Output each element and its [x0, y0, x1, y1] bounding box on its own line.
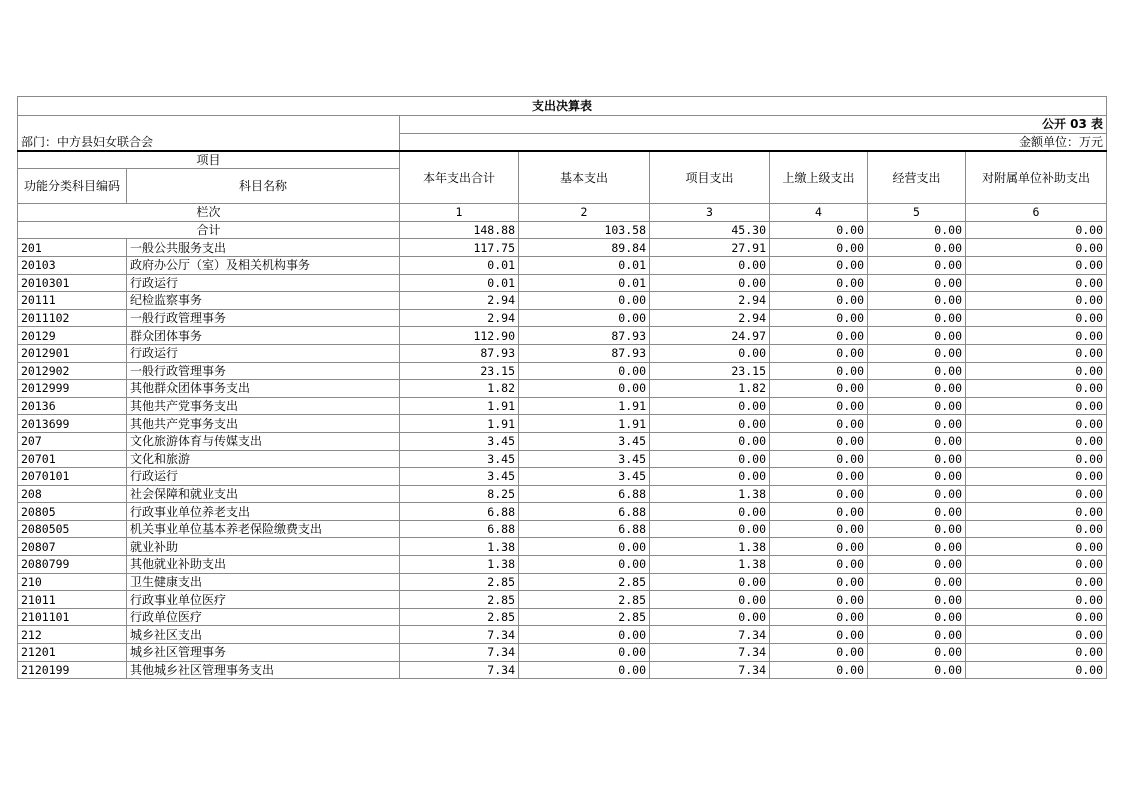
table-row	[18, 450, 1107, 468]
amount-cell: 0.00	[966, 626, 1107, 644]
subject-name: 行政事业单位医疗	[127, 591, 400, 609]
amount-cell: 0.00	[650, 344, 770, 362]
amount-cell: 0.01	[519, 256, 650, 274]
amount-cell: 0.00	[868, 450, 966, 468]
name-col-header: 科目名称	[127, 169, 400, 204]
amount-cell: 0.00	[519, 538, 650, 556]
amount-cell: 1.82	[400, 380, 519, 398]
amount-cell: 0.00	[770, 644, 868, 662]
amount-cell: 23.15	[400, 362, 519, 380]
subject-code: 201	[18, 239, 127, 257]
subject-name: 文化和旅游	[127, 450, 400, 468]
amount-cell: 87.93	[519, 327, 650, 345]
amount-cell: 1.91	[400, 415, 519, 433]
amount-cell: 89.84	[519, 239, 650, 257]
amount-cell: 0.00	[868, 344, 966, 362]
subject-name: 其他共产党事务支出	[127, 397, 400, 415]
amount-cell: 0.00	[868, 415, 966, 433]
amount-cell: 0.00	[650, 573, 770, 591]
table-row	[18, 362, 1107, 380]
unit-label: 金额单位：万元	[400, 133, 1107, 151]
amount-cell: 0.00	[966, 468, 1107, 486]
subject-code: 2012999	[18, 380, 127, 398]
subject-code: 2011102	[18, 309, 127, 327]
amount-cell: 2.85	[519, 573, 650, 591]
amount-cell: 0.00	[770, 362, 868, 380]
amount-cell: 2.85	[400, 573, 519, 591]
amount-cell: 2.94	[400, 309, 519, 327]
amount-cell: 0.00	[868, 661, 966, 679]
amount-cell: 0.00	[519, 380, 650, 398]
amount-cell: 6.88	[400, 503, 519, 521]
amount-cell: 7.34	[400, 626, 519, 644]
amount-cell: 7.34	[400, 644, 519, 662]
amount-cell: 2.85	[400, 591, 519, 609]
amount-cell: 0.00	[770, 432, 868, 450]
amount-cell: 0.01	[400, 256, 519, 274]
amount-cell: 1.38	[650, 485, 770, 503]
subject-name: 行政运行	[127, 344, 400, 362]
amount-cell: 0.00	[868, 274, 966, 292]
amount-cell: 0.00	[519, 292, 650, 310]
amount-cell: 0.00	[770, 397, 868, 415]
subject-code: 212	[18, 626, 127, 644]
subject-code: 207	[18, 432, 127, 450]
amount-cell: 0.00	[868, 256, 966, 274]
table-row	[18, 591, 1107, 609]
amount-cell: 0.00	[966, 538, 1107, 556]
amount-cell: 0.00	[966, 292, 1107, 310]
subject-name: 社会保障和就业支出	[127, 485, 400, 503]
amount-cell: 27.91	[650, 239, 770, 257]
amount-cell: 0.00	[966, 485, 1107, 503]
table-row	[18, 397, 1107, 415]
subject-name: 文化旅游体育与传媒支出	[127, 432, 400, 450]
col-header-project: 项目支出	[650, 151, 770, 204]
table-row	[18, 415, 1107, 433]
amount-cell: 0.00	[770, 626, 868, 644]
amount-cell: 0.00	[966, 327, 1107, 345]
amount-cell: 0.00	[519, 556, 650, 574]
amount-cell: 0.00	[868, 397, 966, 415]
amount-cell: 3.45	[519, 450, 650, 468]
subject-name: 一般行政管理事务	[127, 309, 400, 327]
amount-cell: 0.00	[868, 239, 966, 257]
amount-cell: 7.34	[400, 661, 519, 679]
amount-cell: 3.45	[400, 450, 519, 468]
table-row	[18, 239, 1107, 257]
amount-cell: 0.00	[770, 292, 868, 310]
amount-cell: 0.00	[966, 503, 1107, 521]
amount-cell: 0.01	[519, 274, 650, 292]
amount-cell: 0.00	[966, 450, 1107, 468]
col-number: 2	[519, 204, 650, 222]
amount-cell: 7.34	[650, 644, 770, 662]
amount-cell: 8.25	[400, 485, 519, 503]
total-value: 45.30	[650, 221, 770, 239]
total-value: 0.00	[966, 221, 1107, 239]
subject-name: 其他就业补助支出	[127, 556, 400, 574]
amount-cell: 0.00	[868, 362, 966, 380]
amount-cell: 0.00	[770, 538, 868, 556]
amount-cell: 0.00	[868, 538, 966, 556]
col-header-subsidy: 对附属单位补助支出	[966, 151, 1107, 204]
amount-cell: 0.00	[966, 309, 1107, 327]
subject-code: 2080505	[18, 520, 127, 538]
code-col-header: 功能分类科目编码	[18, 169, 127, 204]
amount-cell: 2.85	[400, 608, 519, 626]
amount-cell: 0.00	[966, 380, 1107, 398]
amount-cell: 2.94	[650, 292, 770, 310]
amount-cell: 0.00	[650, 450, 770, 468]
amount-cell: 6.88	[519, 520, 650, 538]
amount-cell: 6.88	[519, 503, 650, 521]
amount-cell: 87.93	[519, 344, 650, 362]
subject-name: 其他群众团体事务支出	[127, 380, 400, 398]
amount-cell: 0.00	[650, 256, 770, 274]
amount-cell: 0.00	[966, 591, 1107, 609]
amount-cell: 2.85	[519, 608, 650, 626]
amount-cell: 1.38	[650, 556, 770, 574]
expenditure-sheet	[17, 96, 1106, 679]
table-row	[18, 608, 1107, 626]
amount-cell: 0.00	[650, 432, 770, 450]
amount-cell: 0.00	[966, 274, 1107, 292]
table-row	[18, 432, 1107, 450]
amount-cell: 7.34	[650, 626, 770, 644]
subject-code: 20111	[18, 292, 127, 310]
amount-cell: 2.94	[400, 292, 519, 310]
expenditure-table	[17, 96, 1107, 679]
amount-cell: 0.00	[770, 608, 868, 626]
amount-cell: 0.00	[868, 556, 966, 574]
amount-cell: 3.45	[400, 432, 519, 450]
amount-cell: 6.88	[519, 485, 650, 503]
amount-cell: 1.38	[650, 538, 770, 556]
table-row	[18, 292, 1107, 310]
total-row	[18, 221, 1107, 239]
amount-cell: 3.45	[400, 468, 519, 486]
subject-name: 其他城乡社区管理事务支出	[127, 661, 400, 679]
amount-cell: 0.00	[770, 380, 868, 398]
item-header: 项目	[18, 151, 400, 169]
subject-code: 20805	[18, 503, 127, 521]
col-number: 1	[400, 204, 519, 222]
amount-cell: 0.00	[770, 503, 868, 521]
table-row	[18, 380, 1107, 398]
amount-cell: 1.38	[400, 556, 519, 574]
amount-cell: 0.00	[868, 644, 966, 662]
subject-code: 2101101	[18, 608, 127, 626]
amount-cell: 0.00	[519, 661, 650, 679]
amount-cell: 0.00	[868, 503, 966, 521]
amount-cell: 24.97	[650, 327, 770, 345]
subject-name: 城乡社区支出	[127, 626, 400, 644]
amount-cell: 0.00	[966, 556, 1107, 574]
col-header-total: 本年支出合计	[400, 151, 519, 204]
amount-cell: 0.00	[650, 591, 770, 609]
subject-code: 20807	[18, 538, 127, 556]
amount-cell: 0.00	[868, 468, 966, 486]
table-row	[18, 485, 1107, 503]
amount-cell: 112.90	[400, 327, 519, 345]
amount-cell: 0.00	[966, 608, 1107, 626]
amount-cell: 0.00	[519, 626, 650, 644]
amount-cell: 0.00	[519, 362, 650, 380]
subject-name: 群众团体事务	[127, 327, 400, 345]
amount-cell: 0.00	[650, 415, 770, 433]
table-row	[18, 503, 1107, 521]
amount-cell: 1.82	[650, 380, 770, 398]
amount-cell: 0.00	[868, 591, 966, 609]
form-number: 公开 03 表	[400, 116, 1107, 134]
amount-cell: 2.85	[519, 591, 650, 609]
amount-cell: 0.00	[966, 397, 1107, 415]
subject-code: 20136	[18, 397, 127, 415]
amount-cell: 0.00	[770, 274, 868, 292]
amount-cell: 0.00	[770, 239, 868, 257]
subject-name: 就业补助	[127, 538, 400, 556]
table-row	[18, 344, 1107, 362]
amount-cell: 0.00	[966, 644, 1107, 662]
subject-code: 210	[18, 573, 127, 591]
total-value: 0.00	[770, 221, 868, 239]
table-row	[18, 309, 1107, 327]
blank-cell	[18, 116, 400, 134]
amount-cell: 0.00	[770, 591, 868, 609]
subject-code: 20701	[18, 450, 127, 468]
total-value: 0.00	[868, 221, 966, 239]
table-row	[18, 661, 1107, 679]
amount-cell: 0.00	[868, 432, 966, 450]
amount-cell: 0.00	[770, 327, 868, 345]
subject-name: 行政事业单位养老支出	[127, 503, 400, 521]
amount-cell: 0.00	[966, 256, 1107, 274]
table-row	[18, 468, 1107, 486]
table-title: 支出决算表	[18, 97, 1107, 116]
amount-cell: 0.00	[650, 520, 770, 538]
amount-cell: 0.00	[770, 556, 868, 574]
amount-cell: 0.00	[868, 327, 966, 345]
department-label: 部门：中方县妇女联合会	[18, 133, 400, 151]
amount-cell: 0.00	[966, 239, 1107, 257]
amount-cell: 0.00	[770, 309, 868, 327]
subject-name: 行政单位医疗	[127, 608, 400, 626]
amount-cell: 3.45	[519, 432, 650, 450]
amount-cell: 0.00	[650, 397, 770, 415]
table-row	[18, 538, 1107, 556]
amount-cell: 0.00	[650, 274, 770, 292]
table-row	[18, 573, 1107, 591]
col-header-operating: 经营支出	[868, 151, 966, 204]
amount-cell: 0.00	[868, 380, 966, 398]
amount-cell: 1.91	[519, 415, 650, 433]
subject-name: 行政运行	[127, 274, 400, 292]
col-number: 4	[770, 204, 868, 222]
amount-cell: 0.00	[966, 344, 1107, 362]
amount-cell: 6.88	[400, 520, 519, 538]
subject-code: 2012901	[18, 344, 127, 362]
amount-cell: 0.00	[519, 644, 650, 662]
amount-cell: 3.45	[519, 468, 650, 486]
subject-code: 2013699	[18, 415, 127, 433]
table-row	[18, 626, 1107, 644]
subject-code: 208	[18, 485, 127, 503]
amount-cell: 0.00	[966, 432, 1107, 450]
total-label: 合计	[18, 221, 400, 239]
amount-cell: 0.00	[650, 608, 770, 626]
col-header-remit: 上缴上级支出	[770, 151, 868, 204]
amount-cell: 23.15	[650, 362, 770, 380]
subject-name: 一般公共服务支出	[127, 239, 400, 257]
amount-cell: 87.93	[400, 344, 519, 362]
amount-cell: 0.00	[770, 520, 868, 538]
subject-code: 2012902	[18, 362, 127, 380]
table-row	[18, 556, 1107, 574]
subject-name: 城乡社区管理事务	[127, 644, 400, 662]
col-header-basic: 基本支出	[519, 151, 650, 204]
amount-cell: 0.00	[770, 344, 868, 362]
amount-cell: 0.00	[770, 468, 868, 486]
subject-name: 其他共产党事务支出	[127, 415, 400, 433]
amount-cell: 0.00	[770, 661, 868, 679]
subject-name: 纪检监察事务	[127, 292, 400, 310]
amount-cell: 7.34	[650, 661, 770, 679]
amount-cell: 0.00	[650, 503, 770, 521]
table-row	[18, 644, 1107, 662]
amount-cell: 0.00	[770, 450, 868, 468]
amount-cell: 117.75	[400, 239, 519, 257]
subject-code: 21201	[18, 644, 127, 662]
table-row	[18, 520, 1107, 538]
amount-cell: 1.91	[519, 397, 650, 415]
col-number: 3	[650, 204, 770, 222]
amount-cell: 0.00	[966, 362, 1107, 380]
amount-cell: 1.38	[400, 538, 519, 556]
subject-name: 政府办公厅（室）及相关机构事务	[127, 256, 400, 274]
amount-cell: 0.00	[868, 485, 966, 503]
subject-code: 20103	[18, 256, 127, 274]
total-value: 148.88	[400, 221, 519, 239]
amount-cell: 0.00	[519, 309, 650, 327]
subject-code: 2010301	[18, 274, 127, 292]
subject-code: 2120199	[18, 661, 127, 679]
amount-cell: 0.00	[770, 415, 868, 433]
amount-cell: 0.00	[868, 292, 966, 310]
amount-cell: 0.00	[966, 661, 1107, 679]
table-row	[18, 274, 1107, 292]
amount-cell: 0.00	[868, 573, 966, 591]
amount-cell: 0.01	[400, 274, 519, 292]
amount-cell: 0.00	[966, 415, 1107, 433]
amount-cell: 0.00	[868, 520, 966, 538]
col-number: 6	[966, 204, 1107, 222]
amount-cell: 0.00	[770, 573, 868, 591]
amount-cell: 0.00	[650, 468, 770, 486]
amount-cell: 0.00	[770, 485, 868, 503]
subject-name: 卫生健康支出	[127, 573, 400, 591]
amount-cell: 2.94	[650, 309, 770, 327]
amount-cell: 0.00	[770, 256, 868, 274]
col-number: 5	[868, 204, 966, 222]
subject-code: 2080799	[18, 556, 127, 574]
subject-code: 21011	[18, 591, 127, 609]
row-label: 栏次	[18, 204, 400, 222]
subject-code: 2070101	[18, 468, 127, 486]
table-row	[18, 327, 1107, 345]
subject-name: 一般行政管理事务	[127, 362, 400, 380]
amount-cell: 0.00	[966, 520, 1107, 538]
subject-code: 20129	[18, 327, 127, 345]
table-row	[18, 256, 1107, 274]
amount-cell: 0.00	[966, 573, 1107, 591]
subject-name: 机关事业单位基本养老保险缴费支出	[127, 520, 400, 538]
amount-cell: 0.00	[868, 608, 966, 626]
amount-cell: 0.00	[868, 309, 966, 327]
total-value: 103.58	[519, 221, 650, 239]
amount-cell: 1.91	[400, 397, 519, 415]
amount-cell: 0.00	[868, 626, 966, 644]
subject-name: 行政运行	[127, 468, 400, 486]
